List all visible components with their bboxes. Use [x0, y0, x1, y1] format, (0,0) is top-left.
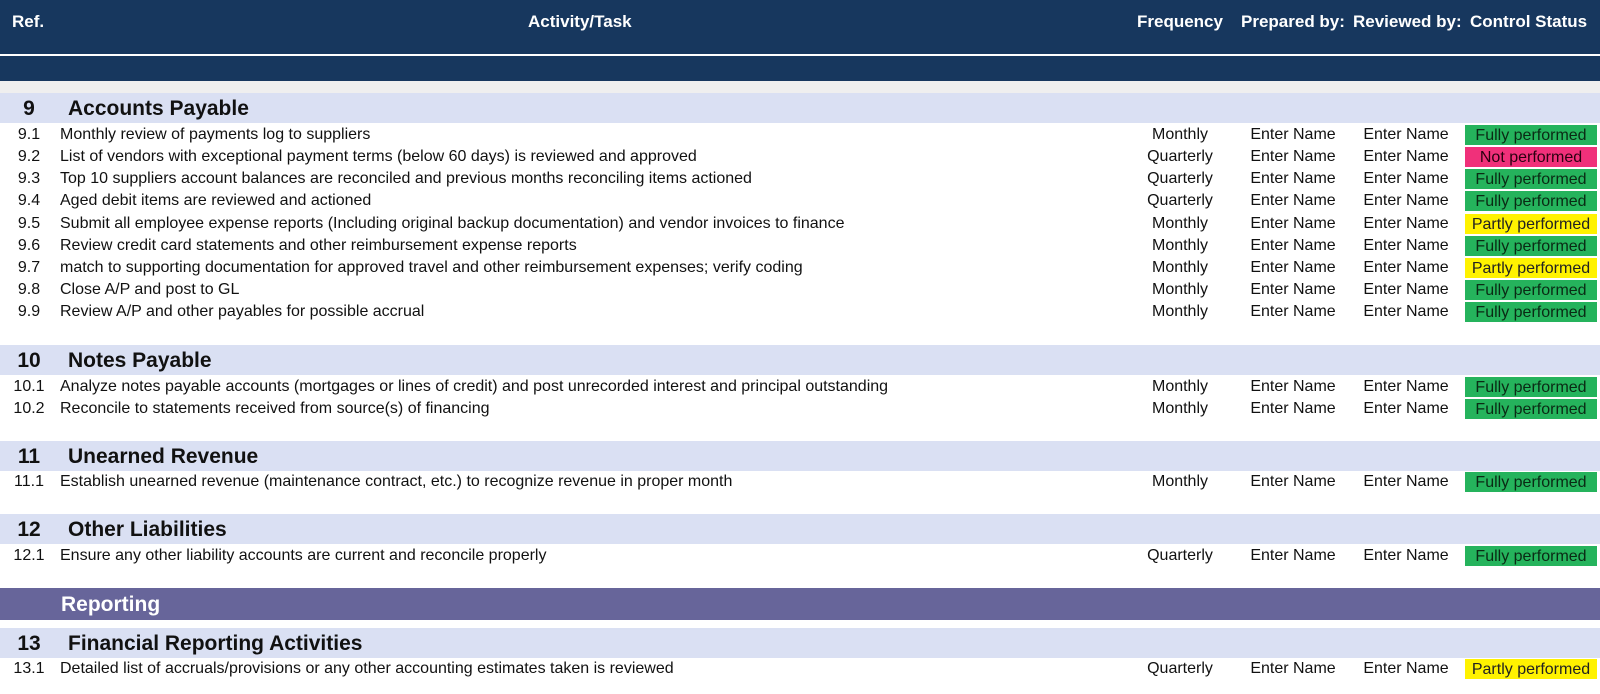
row-reviewed-by[interactable]: Enter Name: [1363, 192, 1449, 209]
row-reviewed-by[interactable]: Enter Name: [1363, 400, 1449, 417]
header-prepared-by: Prepared by:: [1241, 12, 1345, 31]
row-reviewed-by[interactable]: Enter Name: [1363, 237, 1449, 254]
section-number: 9: [23, 97, 35, 120]
header-activity: Activity/Task: [528, 12, 632, 31]
header-control-status: Control Status: [1470, 12, 1588, 31]
section-number: 13: [17, 632, 41, 655]
section-title: Unearned Revenue: [68, 445, 259, 468]
row-frequency[interactable]: Monthly: [1151, 259, 1209, 276]
row-prepared-by[interactable]: Enter Name: [1250, 547, 1336, 564]
reporting-band: [0, 588, 1600, 620]
row-prepared-by[interactable]: Enter Name: [1250, 148, 1336, 165]
row-prepared-by[interactable]: Enter Name: [1250, 660, 1336, 677]
row-reviewed-by[interactable]: Enter Name: [1363, 660, 1449, 677]
row-reviewed-by[interactable]: Enter Name: [1363, 170, 1449, 187]
row-task[interactable]: List of vendors with exceptional payment terms (below 60 days) is reviewed and approved: [60, 148, 697, 165]
row-prepared-by[interactable]: Enter Name: [1250, 126, 1336, 143]
table-row[interactable]: [0, 124, 1600, 146]
row-prepared-by[interactable]: Enter Name: [1250, 237, 1336, 254]
section-header: [0, 514, 1600, 544]
table-row[interactable]: [0, 168, 1600, 190]
section-header: [0, 345, 1600, 375]
table-row[interactable]: [0, 235, 1600, 257]
row-ref: 11.1: [14, 473, 44, 490]
row-frequency[interactable]: Monthly: [1151, 215, 1209, 232]
row-frequency[interactable]: Quarterly: [1147, 660, 1213, 677]
row-prepared-by[interactable]: Enter Name: [1250, 170, 1336, 187]
row-prepared-by[interactable]: Enter Name: [1250, 378, 1336, 395]
header-bar: [0, 56, 1600, 81]
row-ref: 9.2: [17, 148, 41, 165]
section-title: Accounts Payable: [68, 97, 249, 120]
row-task[interactable]: Detailed list of accruals/provisions or any other accounting estimates taken is reviewed: [60, 660, 674, 677]
table-row[interactable]: [0, 213, 1600, 235]
row-control-status[interactable]: Fully performed: [1464, 376, 1598, 398]
row-control-status[interactable]: Not performed: [1464, 146, 1598, 168]
section-header: [0, 441, 1600, 471]
row-control-status[interactable]: Fully performed: [1464, 235, 1598, 257]
row-ref: 9.1: [17, 126, 41, 143]
spacer: [0, 81, 1600, 93]
row-reviewed-by[interactable]: Enter Name: [1363, 378, 1449, 395]
section-number: 12: [17, 518, 41, 541]
header-reviewed-by: Reviewed by:: [1353, 12, 1462, 31]
row-ref: 9.9: [17, 303, 41, 320]
row-prepared-by[interactable]: Enter Name: [1250, 192, 1336, 209]
section-header: [0, 93, 1600, 123]
row-control-status[interactable]: Fully performed: [1464, 545, 1598, 567]
section-header: [0, 628, 1600, 658]
row-reviewed-by[interactable]: Enter Name: [1363, 547, 1449, 564]
row-task[interactable]: Review A/P and other payables for possible accrual: [60, 303, 425, 320]
row-ref: 9.6: [17, 237, 41, 254]
table-row[interactable]: [0, 190, 1600, 212]
row-task[interactable]: Submit all employee expense reports (Including original backup documentation) and vendor invoices to finance: [60, 215, 845, 232]
row-control-status[interactable]: Fully performed: [1464, 168, 1598, 190]
row-reviewed-by[interactable]: Enter Name: [1363, 259, 1449, 276]
row-frequency[interactable]: Quarterly: [1147, 192, 1213, 209]
section-title: Financial Reporting Activities: [68, 632, 363, 655]
row-task[interactable]: Establish unearned revenue (maintenance contract, etc.) to recognize revenue in proper month: [60, 473, 733, 490]
table-row[interactable]: [0, 257, 1600, 279]
row-ref: 10.1: [13, 378, 45, 395]
row-reviewed-by[interactable]: Enter Name: [1363, 126, 1449, 143]
row-frequency[interactable]: Monthly: [1151, 281, 1209, 298]
table-row[interactable]: [0, 545, 1600, 567]
table-row[interactable]: [0, 301, 1600, 323]
row-task[interactable]: Top 10 suppliers account balances are reconciled and previous months reconciling items actioned: [60, 170, 752, 187]
band-label: Reporting: [61, 593, 161, 616]
row-ref: 9.5: [17, 215, 41, 232]
section-number: 10: [17, 349, 41, 372]
row-ref: 13.1: [13, 660, 45, 677]
row-ref: 12.1: [13, 547, 45, 564]
header-ref: Ref.: [12, 12, 45, 31]
row-frequency[interactable]: Quarterly: [1147, 148, 1213, 165]
row-prepared-by[interactable]: Enter Name: [1250, 473, 1336, 490]
row-prepared-by[interactable]: Enter Name: [1250, 303, 1336, 320]
row-ref: 9.7: [17, 259, 41, 276]
row-task[interactable]: match to supporting documentation for approved travel and other reimbursement expenses; verify coding: [60, 259, 803, 276]
row-prepared-by[interactable]: Enter Name: [1250, 281, 1336, 298]
section-number: 11: [17, 445, 41, 468]
row-task[interactable]: Monthly review of payments log to suppliers: [60, 126, 371, 143]
section-title: Other Liabilities: [68, 518, 227, 541]
table-header: [0, 0, 1600, 54]
row-prepared-by[interactable]: Enter Name: [1250, 259, 1336, 276]
row-frequency[interactable]: Monthly: [1151, 378, 1209, 395]
row-frequency[interactable]: Monthly: [1151, 473, 1209, 490]
row-reviewed-by[interactable]: Enter Name: [1363, 281, 1449, 298]
row-task[interactable]: Review credit card statements and other reimbursement expense reports: [60, 237, 577, 254]
table-row[interactable]: [0, 471, 1600, 493]
table-row[interactable]: [0, 376, 1600, 398]
row-frequency[interactable]: Monthly: [1151, 400, 1209, 417]
row-frequency[interactable]: Quarterly: [1147, 170, 1213, 187]
row-control-status[interactable]: Fully performed: [1464, 471, 1598, 493]
table-row[interactable]: [0, 146, 1600, 168]
row-frequency[interactable]: Quarterly: [1147, 547, 1213, 564]
row-ref: 9.4: [17, 192, 41, 209]
row-control-status[interactable]: Fully performed: [1464, 398, 1598, 420]
row-task[interactable]: Close A/P and post to GL: [60, 281, 240, 298]
row-control-status[interactable]: Fully performed: [1464, 279, 1598, 301]
row-control-status[interactable]: Fully performed: [1464, 124, 1598, 146]
row-control-status[interactable]: Partly performed: [1464, 257, 1598, 279]
row-control-status[interactable]: Partly performed: [1464, 658, 1598, 680]
row-reviewed-by[interactable]: Enter Name: [1363, 303, 1449, 320]
row-ref: 9.8: [17, 281, 41, 298]
row-reviewed-by[interactable]: Enter Name: [1363, 473, 1449, 490]
row-control-status[interactable]: Fully performed: [1464, 301, 1598, 323]
table-row[interactable]: [0, 658, 1600, 680]
row-task[interactable]: Aged debit items are reviewed and actioned: [60, 192, 372, 209]
row-control-status[interactable]: Partly performed: [1464, 213, 1598, 235]
row-control-status[interactable]: Fully performed: [1464, 190, 1598, 212]
row-frequency[interactable]: Monthly: [1151, 303, 1209, 320]
row-prepared-by[interactable]: Enter Name: [1250, 400, 1336, 417]
row-ref: 10.2: [13, 400, 45, 417]
row-frequency[interactable]: Monthly: [1151, 237, 1209, 254]
row-prepared-by[interactable]: Enter Name: [1250, 215, 1336, 232]
row-ref: 9.3: [17, 170, 41, 187]
table-row[interactable]: [0, 279, 1600, 301]
table-row[interactable]: [0, 398, 1600, 420]
row-task[interactable]: Ensure any other liability accounts are current and reconcile properly: [60, 547, 547, 564]
row-reviewed-by[interactable]: Enter Name: [1363, 148, 1449, 165]
row-reviewed-by[interactable]: Enter Name: [1363, 215, 1449, 232]
section-title: Notes Payable: [68, 349, 212, 372]
row-task[interactable]: Reconcile to statements received from source(s) of financing: [60, 400, 490, 417]
header-frequency: Frequency: [1137, 12, 1223, 31]
row-task[interactable]: Analyze notes payable accounts (mortgages or lines of credit) and post unrecorded interest and principal outstanding: [60, 378, 889, 395]
row-frequency[interactable]: Monthly: [1151, 126, 1209, 143]
